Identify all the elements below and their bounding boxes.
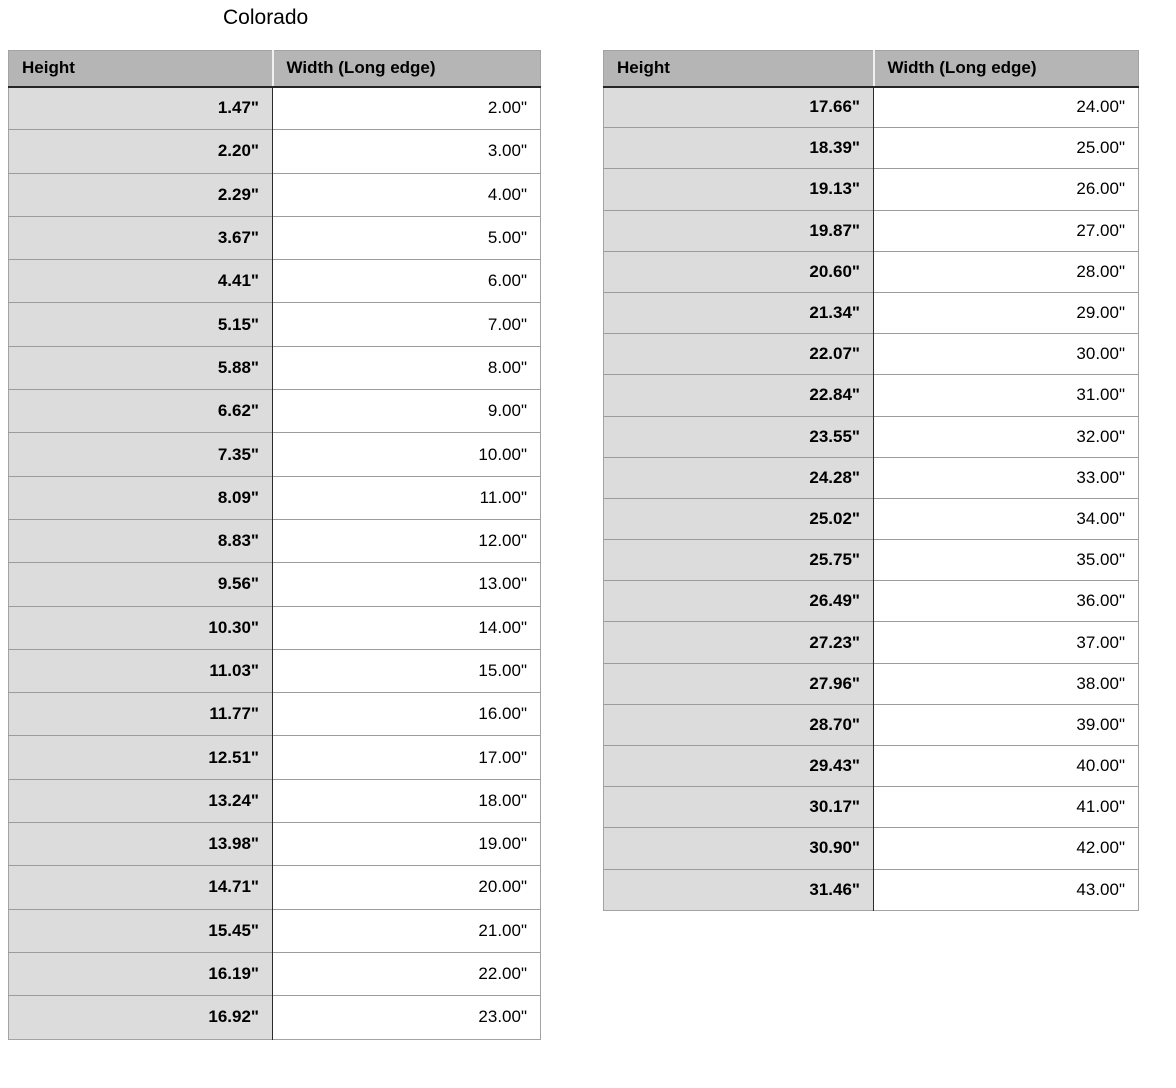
width-cell: 2.00" [273, 87, 541, 130]
width-cell: 16.00" [273, 693, 541, 736]
width-cell: 26.00" [874, 169, 1139, 210]
height-cell: 25.02" [604, 498, 874, 539]
table-row [9, 476, 541, 519]
width-cell: 18.00" [273, 779, 541, 822]
height-cell: 1.47" [9, 87, 273, 130]
height-cell: 20.60" [604, 251, 874, 292]
table-row [604, 581, 1139, 622]
table-row [604, 540, 1139, 581]
table-row [9, 260, 541, 303]
table-row [604, 663, 1139, 704]
height-cell: 31.46" [604, 869, 874, 910]
width-cell: 28.00" [874, 251, 1139, 292]
table-row [9, 866, 541, 909]
height-cell: 13.24" [9, 779, 273, 822]
table-row [604, 375, 1139, 416]
width-cell: 5.00" [273, 216, 541, 259]
height-cell: 24.28" [604, 457, 874, 498]
width-cell: 13.00" [273, 563, 541, 606]
width-cell: 21.00" [273, 909, 541, 952]
height-cell: 28.70" [604, 704, 874, 745]
width-cell: 41.00" [874, 787, 1139, 828]
width-cell: 10.00" [273, 433, 541, 476]
column-header-height: Height [604, 51, 874, 87]
width-cell: 37.00" [874, 622, 1139, 663]
table-row [9, 693, 541, 736]
table-row [604, 622, 1139, 663]
height-cell: 6.62" [9, 390, 273, 433]
width-cell: 15.00" [273, 649, 541, 692]
width-cell: 42.00" [874, 828, 1139, 869]
height-cell: 10.30" [9, 606, 273, 649]
width-cell: 3.00" [273, 130, 541, 173]
height-cell: 18.39" [604, 128, 874, 169]
height-cell: 22.07" [604, 334, 874, 375]
height-cell: 7.35" [9, 433, 273, 476]
width-cell: 31.00" [874, 375, 1139, 416]
width-cell: 43.00" [874, 869, 1139, 910]
width-cell: 22.00" [273, 952, 541, 995]
table-row [9, 519, 541, 562]
table-row [9, 649, 541, 692]
column-header-width: Width (Long edge) [874, 51, 1139, 87]
height-cell: 2.20" [9, 130, 273, 173]
height-cell: 27.96" [604, 663, 874, 704]
height-cell: 26.49" [604, 581, 874, 622]
width-cell: 27.00" [874, 210, 1139, 251]
table-row [9, 779, 541, 822]
width-cell: 25.00" [874, 128, 1139, 169]
width-cell: 17.00" [273, 736, 541, 779]
table-body-left [9, 87, 541, 1040]
height-cell: 8.83" [9, 519, 273, 562]
table-row [604, 457, 1139, 498]
width-cell: 9.00" [273, 390, 541, 433]
width-cell: 14.00" [273, 606, 541, 649]
table-row [9, 87, 541, 130]
table-row [9, 173, 541, 216]
table-row [604, 828, 1139, 869]
column-header-height: Height [9, 51, 273, 87]
height-cell: 4.41" [9, 260, 273, 303]
width-cell: 29.00" [874, 292, 1139, 333]
height-cell: 8.09" [9, 476, 273, 519]
size-table-left [8, 50, 541, 1040]
width-cell: 20.00" [273, 866, 541, 909]
header-row [9, 51, 541, 87]
table-row [604, 210, 1139, 251]
width-cell: 40.00" [874, 746, 1139, 787]
height-cell: 25.75" [604, 540, 874, 581]
column-header-width: Width (Long edge) [273, 51, 541, 87]
height-cell: 12.51" [9, 736, 273, 779]
height-cell: 17.66" [604, 87, 874, 128]
table-row [604, 416, 1139, 457]
width-cell: 8.00" [273, 346, 541, 389]
height-cell: 11.03" [9, 649, 273, 692]
height-cell: 16.19" [9, 952, 273, 995]
height-cell: 22.84" [604, 375, 874, 416]
table-row [9, 563, 541, 606]
table-row [9, 909, 541, 952]
table-row [604, 869, 1139, 910]
height-cell: 30.17" [604, 787, 874, 828]
height-cell: 21.34" [604, 292, 874, 333]
width-cell: 33.00" [874, 457, 1139, 498]
height-cell: 13.98" [9, 823, 273, 866]
width-cell: 39.00" [874, 704, 1139, 745]
width-cell: 32.00" [874, 416, 1139, 457]
height-cell: 27.23" [604, 622, 874, 663]
table-body-right [604, 87, 1139, 911]
table-row [9, 216, 541, 259]
width-cell: 6.00" [273, 260, 541, 303]
height-cell: 30.90" [604, 828, 874, 869]
height-cell: 2.29" [9, 173, 273, 216]
height-cell: 23.55" [604, 416, 874, 457]
width-cell: 36.00" [874, 581, 1139, 622]
page-title: Colorado [223, 6, 309, 29]
table-row [9, 952, 541, 995]
table-row [9, 130, 541, 173]
table-row [9, 996, 541, 1039]
height-cell: 15.45" [9, 909, 273, 952]
table-row [9, 390, 541, 433]
table-row [604, 128, 1139, 169]
width-cell: 12.00" [273, 519, 541, 562]
height-cell: 5.15" [9, 303, 273, 346]
table-row [9, 433, 541, 476]
size-table-right [603, 50, 1139, 911]
width-cell: 19.00" [273, 823, 541, 866]
height-cell: 14.71" [9, 866, 273, 909]
height-cell: 11.77" [9, 693, 273, 736]
header-row [604, 51, 1139, 87]
width-cell: 11.00" [273, 476, 541, 519]
table-row [604, 746, 1139, 787]
table-row [9, 823, 541, 866]
height-cell: 19.13" [604, 169, 874, 210]
height-cell: 5.88" [9, 346, 273, 389]
table-row [604, 292, 1139, 333]
table-row [9, 303, 541, 346]
width-cell: 23.00" [273, 996, 541, 1039]
table-row [9, 606, 541, 649]
table-row [604, 787, 1139, 828]
table-row [604, 498, 1139, 539]
table-row [604, 704, 1139, 745]
width-cell: 30.00" [874, 334, 1139, 375]
height-cell: 16.92" [9, 996, 273, 1039]
table-row [604, 87, 1139, 128]
width-cell: 7.00" [273, 303, 541, 346]
table-row [604, 251, 1139, 292]
height-cell: 29.43" [604, 746, 874, 787]
table-row [604, 334, 1139, 375]
table-row [9, 736, 541, 779]
width-cell: 34.00" [874, 498, 1139, 539]
height-cell: 19.87" [604, 210, 874, 251]
width-cell: 38.00" [874, 663, 1139, 704]
table-row [604, 169, 1139, 210]
height-cell: 9.56" [9, 563, 273, 606]
width-cell: 4.00" [273, 173, 541, 216]
width-cell: 35.00" [874, 540, 1139, 581]
width-cell: 24.00" [874, 87, 1139, 128]
table-row [9, 346, 541, 389]
height-cell: 3.67" [9, 216, 273, 259]
